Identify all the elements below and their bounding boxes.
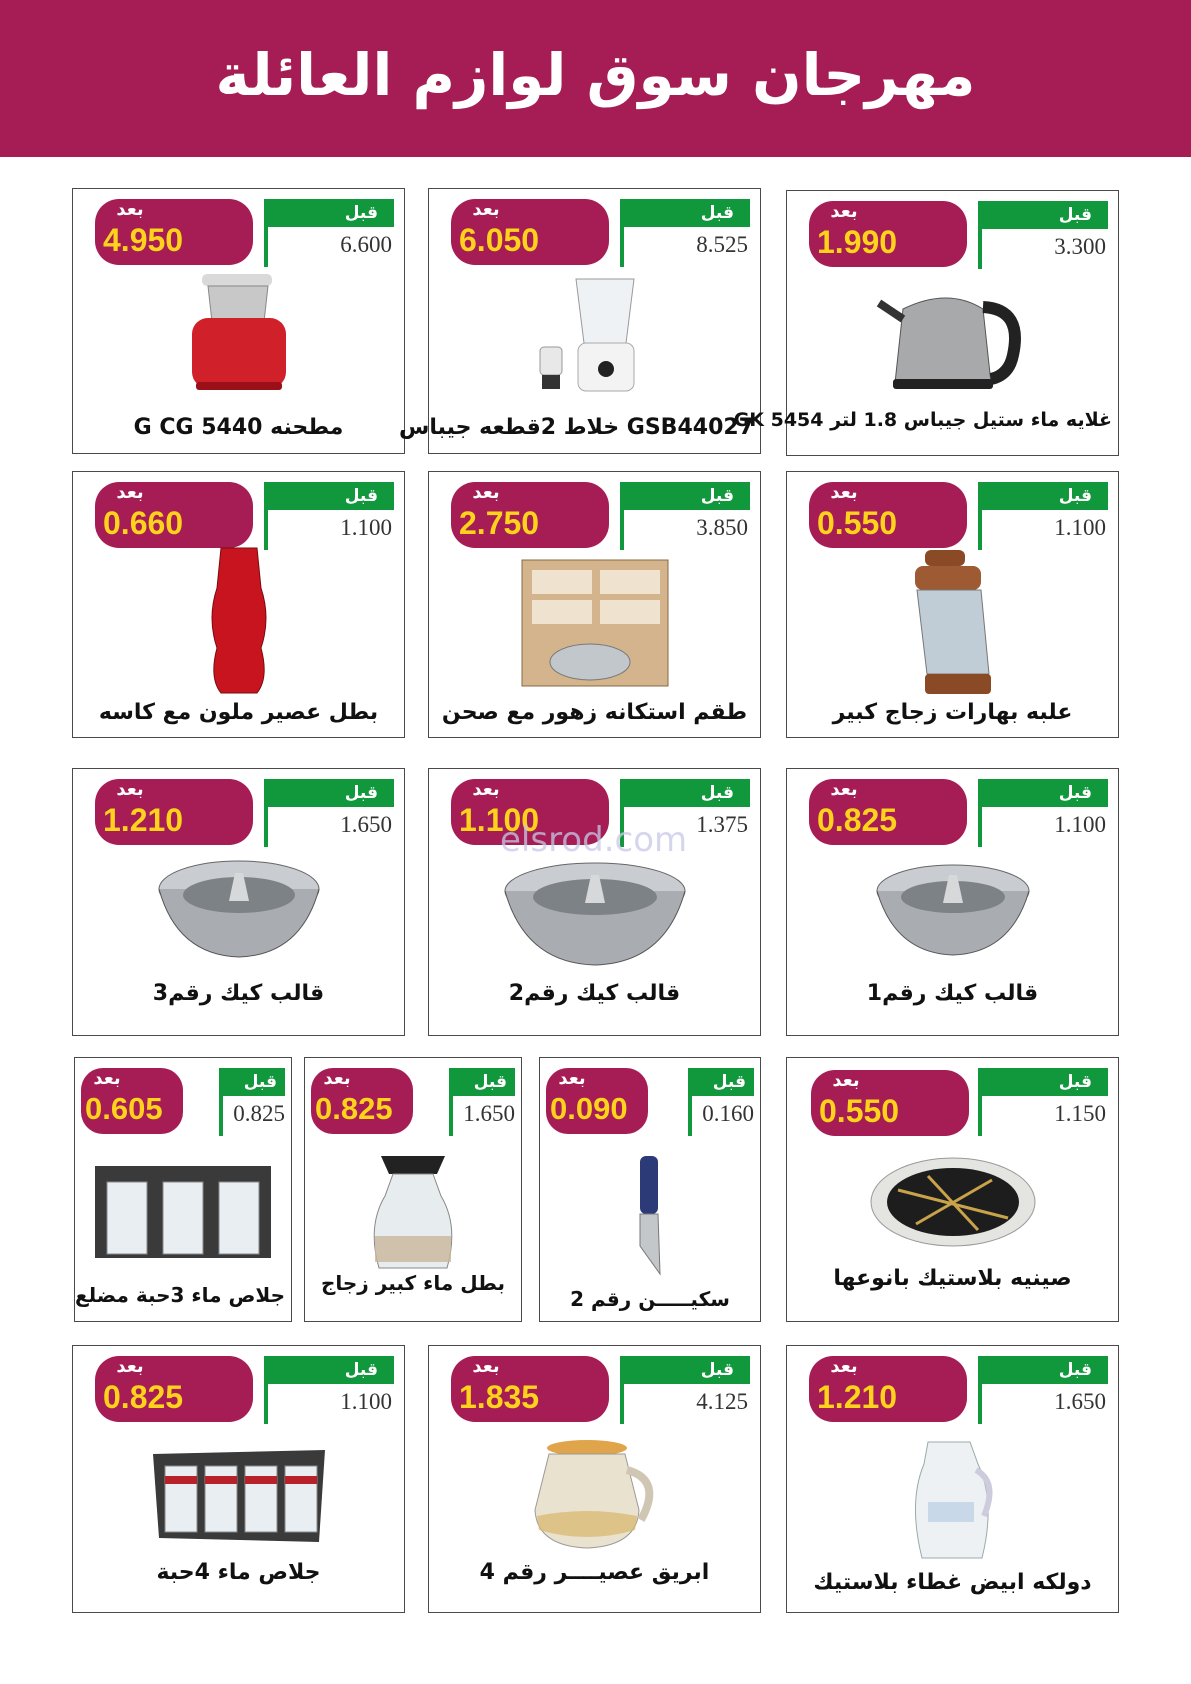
before-price: 1.650 (463, 1101, 515, 1126)
product-card-kettle[interactable] (733, 190, 1119, 456)
before-price-tab (978, 482, 1108, 510)
after-price-badge (809, 779, 967, 845)
after-label: بعد (832, 1070, 860, 1091)
after-price: 1.210 (817, 1379, 898, 1415)
before-label: قبل (243, 1072, 277, 1092)
after-label: بعد (472, 1356, 500, 1377)
product-name: جلاص ماء 3حبة مضلع (74, 1283, 285, 1307)
header-banner (0, 0, 1191, 157)
grinder-icon (184, 274, 294, 394)
product-card-juice-bottle[interactable] (72, 471, 405, 738)
before-label: قبل (1058, 486, 1092, 506)
blender-icon (530, 277, 660, 397)
before-label: قبل (344, 486, 378, 506)
after-label: بعد (472, 199, 500, 220)
cake-mold-icon (875, 863, 1031, 957)
jug-icon (525, 1440, 665, 1550)
after-label: بعد (830, 482, 858, 503)
before-price: 3.300 (1054, 234, 1106, 259)
after-price: 1.100 (459, 802, 540, 838)
after-label: بعد (116, 779, 144, 800)
after-label: بعد (93, 1068, 121, 1089)
product-card-plastic-jug[interactable] (786, 1345, 1119, 1613)
before-price: 1.375 (696, 812, 748, 837)
product-card-water-bottle[interactable] (304, 1057, 522, 1322)
after-label: بعد (116, 1356, 144, 1377)
after-label: بعد (323, 1068, 351, 1089)
after-price-badge (95, 199, 253, 265)
before-label: قبل (344, 203, 378, 223)
product-name: مطحنه G CG 5440 (133, 415, 344, 440)
after-price-badge (809, 482, 967, 548)
before-price-tab (978, 1068, 1108, 1096)
after-label: بعد (558, 1068, 586, 1089)
before-price: 1.150 (1054, 1101, 1106, 1126)
product-card-blender[interactable] (399, 188, 761, 454)
cake-mold-icon (157, 859, 321, 959)
before-label: قبل (700, 783, 734, 803)
before-price: 8.525 (696, 232, 748, 257)
product-card-plastic-tray[interactable] (786, 1057, 1119, 1322)
cake-mold-icon (503, 861, 687, 967)
before-label: قبل (700, 486, 734, 506)
before-price: 0.160 (702, 1101, 754, 1126)
glasses-icon (149, 1446, 329, 1546)
after-label: بعد (830, 201, 858, 222)
after-label: بعد (116, 482, 144, 503)
water-bottle-icon (363, 1156, 463, 1274)
product-name: قالب كيك رقم3 (152, 981, 325, 1006)
after-price-badge (809, 1356, 967, 1422)
bottle-icon (199, 548, 279, 693)
before-price-tab (620, 1356, 750, 1384)
before-price: 1.100 (1054, 812, 1106, 837)
product-name: جلاص ماء 4حبة (156, 1560, 321, 1585)
watermark: elsrod.com (500, 820, 688, 860)
product-name: صينيه بلاستيك بانوعها (833, 1266, 1072, 1291)
before-label: قبل (700, 1360, 734, 1380)
product-card-cake-mold-2[interactable] (428, 768, 761, 1036)
after-price-badge (95, 779, 253, 845)
after-price: 1.210 (103, 802, 184, 838)
after-label: بعد (116, 199, 144, 220)
before-price: 1.650 (340, 812, 392, 837)
plastic-jug-icon (908, 1442, 998, 1562)
before-label: قبل (1058, 1360, 1092, 1380)
after-label: بعد (472, 482, 500, 503)
after-price: 1.835 (459, 1379, 540, 1415)
product-card-glasses-4[interactable] (72, 1345, 405, 1613)
before-label: قبل (712, 1072, 746, 1092)
tray-icon (868, 1154, 1038, 1250)
product-card-spice-jar[interactable] (786, 471, 1119, 738)
before-label: قبل (473, 1072, 507, 1092)
after-price: 0.090 (550, 1091, 628, 1126)
before-price: 4.125 (696, 1389, 748, 1414)
after-price: 6.050 (459, 222, 540, 258)
before-price: 1.650 (1054, 1389, 1106, 1414)
after-price-badge (809, 201, 967, 267)
before-price: 1.100 (340, 1389, 392, 1414)
before-price-tab (449, 1068, 515, 1096)
before-price-tab (264, 199, 394, 227)
glasses-icon (93, 1164, 273, 1260)
product-card-cake-mold-3[interactable] (72, 768, 405, 1036)
product-name: ابريق عصيــــر رقم 4 (479, 1560, 710, 1585)
after-price: 0.605 (85, 1091, 163, 1126)
before-price: 1.100 (340, 515, 392, 540)
before-price-tab (620, 199, 750, 227)
before-price-tab (978, 201, 1108, 229)
product-name: علبه بهارات زجاج كبير (832, 700, 1073, 725)
before-price: 6.600 (340, 232, 392, 257)
product-name: بطل ماء كبير زجاج (320, 1271, 506, 1295)
after-price-badge (451, 199, 609, 265)
after-label: بعد (472, 779, 500, 800)
before-price-tab (688, 1068, 754, 1096)
after-price: 0.825 (315, 1091, 393, 1126)
product-card-tea-set[interactable] (428, 471, 761, 738)
after-price: 0.550 (817, 505, 898, 541)
page-title: مهرجان سوق لوازم العائلة (215, 41, 976, 109)
before-price-tab (264, 1356, 394, 1384)
before-price-tab (620, 482, 750, 510)
product-card-juice-jug[interactable] (428, 1345, 761, 1613)
after-label: بعد (830, 1356, 858, 1377)
after-price-badge (451, 1356, 609, 1422)
product-name: بطل عصير ملون مع كاسه (98, 700, 379, 725)
product-name: دولكه ابيض غطاء بلاستيك (813, 1570, 1092, 1595)
after-price: 1.990 (817, 224, 898, 260)
after-price: 4.950 (103, 222, 184, 258)
after-price-badge (81, 1068, 183, 1134)
before-price: 1.100 (1054, 515, 1106, 540)
product-name: قالب كيك رقم1 (866, 981, 1039, 1006)
after-price-badge (95, 1356, 253, 1422)
product-card-grinder[interactable] (72, 188, 405, 454)
after-price: 0.825 (817, 802, 898, 838)
before-label: قبل (344, 1360, 378, 1380)
product-name: غلايه ماء ستيل جيباس 1.8 لتر GK 5454 (733, 409, 1112, 431)
before-price: 3.850 (696, 515, 748, 540)
before-label: قبل (1058, 1072, 1092, 1092)
after-price: 0.660 (103, 505, 184, 541)
jar-icon (903, 550, 1003, 698)
knife-icon (630, 1156, 670, 1276)
after-price-badge (451, 482, 609, 548)
after-price: 0.550 (819, 1093, 900, 1129)
before-label: قبل (1058, 783, 1092, 803)
after-price-badge (95, 482, 253, 548)
after-price-badge (811, 1070, 969, 1136)
before-label: قبل (1058, 205, 1092, 225)
after-price: 2.750 (459, 505, 540, 541)
product-name: قالب كيك رقم2 (508, 981, 681, 1006)
before-price-tab (264, 482, 394, 510)
before-label: قبل (700, 203, 734, 223)
before-price-tab (219, 1068, 285, 1096)
before-price-tab (620, 779, 750, 807)
after-price-badge (311, 1068, 413, 1134)
product-name: سكيـــــن رقم 2 (570, 1287, 730, 1311)
product-name: GSB44027 خلاط 2قطعه جيباس (399, 415, 754, 440)
before-price-tab (978, 779, 1108, 807)
product-card-cake-mold-1[interactable] (786, 768, 1119, 1036)
before-price: 0.825 (233, 1101, 285, 1126)
after-price: 0.825 (103, 1379, 184, 1415)
tea-set-icon (520, 558, 670, 688)
kettle-icon (873, 279, 1033, 391)
product-card-knife[interactable] (539, 1057, 761, 1322)
product-card-glasses-3[interactable] (74, 1057, 292, 1322)
before-price-tab (978, 1356, 1108, 1384)
before-label: قبل (344, 783, 378, 803)
after-label: بعد (830, 779, 858, 800)
product-name: طقم استكانه زهور مع صحن (441, 700, 748, 725)
after-price-badge (546, 1068, 648, 1134)
before-price-tab (264, 779, 394, 807)
